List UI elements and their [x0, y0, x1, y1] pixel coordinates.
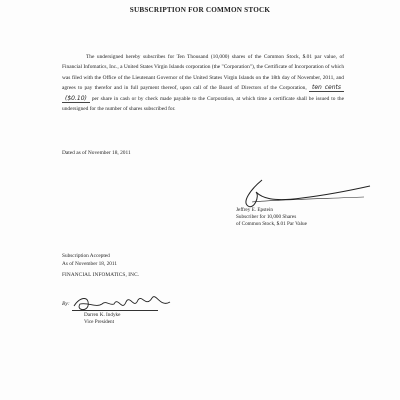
officer-block — [84, 312, 120, 326]
acceptance-line2: As of November 18, 2011 — [62, 261, 117, 267]
handwritten-price-words: ten cents — [309, 84, 344, 92]
company-name: FINANCIAL INFOMATICS, INC. — [62, 272, 140, 278]
paragraph-text-part1: The undersigned hereby subscribes for Ten Thousand (10,000) shares of the Common Stock, $.01 par value, of Financial Infomatics, Inc., a United States Virgin Islands corporation (the "Corporation"), the Certificate of Incorporation of which was filed with the Office of the Lieutenant Governor of the United States Virgin Islands on the 18th day of November, 2011, and agrees to pay therefor and in full payment thereof, upon call of the Board of Directors of the Corporation, — [62, 54, 345, 92]
subscriber-block — [236, 207, 307, 228]
subscriber-signature — [232, 162, 372, 212]
officer-signature-line — [72, 310, 158, 311]
document-title: SUBSCRIPTION FOR COMMON STOCK — [129, 6, 271, 14]
dated-line: Dated as of November 18, 2011 — [62, 150, 131, 156]
subscriber-line2: of Common Stock, $.01 Par Value — [236, 221, 307, 227]
paragraph-text-part2: per share in cash or by check made payable to the Corporation, at which time a certificate shall be issued to the undersigned for the number of shares subscribed for. — [62, 95, 344, 113]
subscriber-line1: Subscriber for 10,000 Shares — [236, 214, 297, 220]
subscription-paragraph — [62, 52, 344, 114]
by-label: By: — [62, 301, 70, 307]
officer-name: Darren K. Indyke — [84, 312, 121, 318]
officer-signature — [66, 286, 176, 316]
acceptance-block — [62, 252, 117, 268]
handwritten-price-amount: ($0.10) — [62, 95, 90, 103]
acceptance-line1: Subscription Accepted — [62, 253, 110, 259]
officer-title: Vice President — [84, 319, 115, 325]
subscriber-name: Jeffrey E. Epstein — [236, 207, 273, 213]
